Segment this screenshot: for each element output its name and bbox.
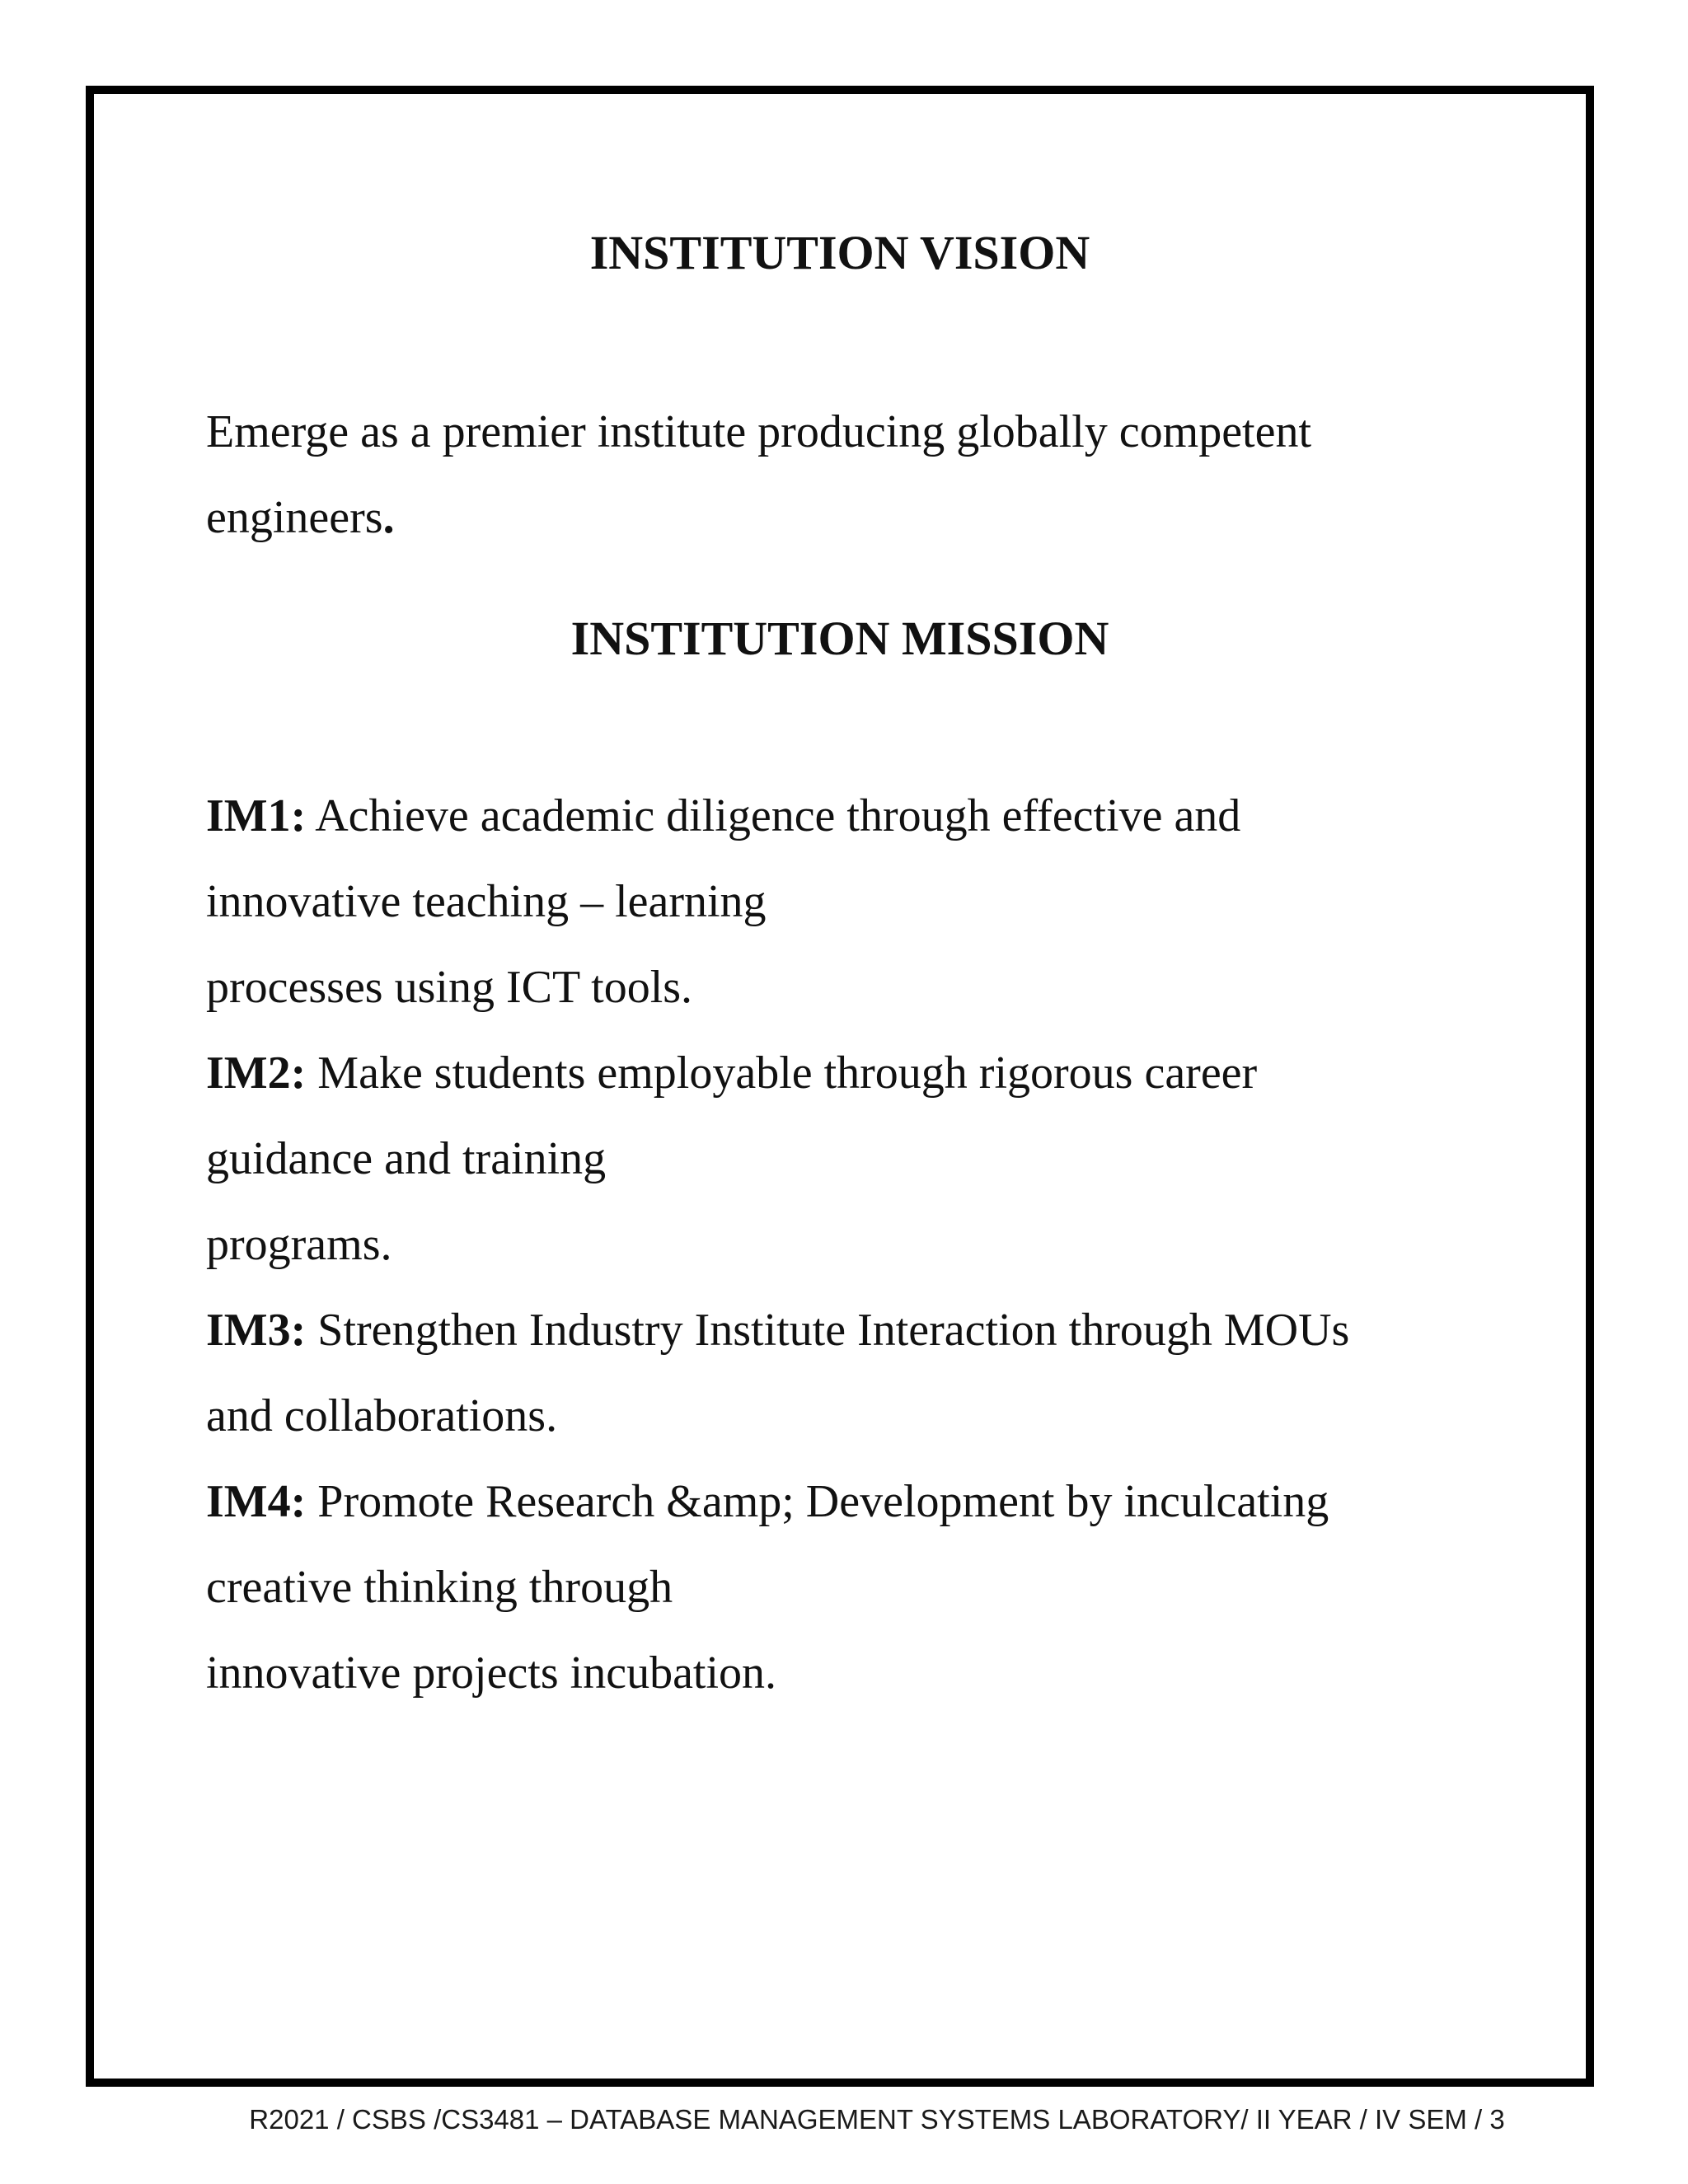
mission-label: IM2: [206, 1047, 307, 1099]
page-border [86, 86, 1594, 2087]
mission-item-im1 [206, 773, 1574, 859]
vision-line: Emerge as a premier institute producing globally competent [206, 406, 1312, 457]
mission-text: Strengthen Industry Institute Interaction through MOUs [306, 1305, 1350, 1356]
mission-text: guidance and training [206, 1133, 607, 1184]
mission-list [206, 773, 1574, 1716]
mission-text: innovative projects incubation. [206, 1647, 777, 1699]
mission-label: IM1: [206, 790, 307, 841]
vision-line-text: engineers [206, 492, 383, 543]
mission-text: Achieve academic diligence through effective and [306, 790, 1241, 841]
mission-item-im3 [206, 1287, 1574, 1373]
mission-text: Promote Research &amp; Development by inculcating [306, 1476, 1329, 1527]
mission-item-im4 [206, 1459, 1574, 1544]
mission-item-im2 [206, 1030, 1574, 1116]
mission-text: innovative teaching – learning [206, 876, 767, 927]
vision-statement [206, 389, 1574, 560]
vision-heading: INSTITUTION VISION [589, 226, 1090, 279]
vision-period: . [382, 492, 395, 543]
page-footer: R2021 / CSBS /CS3481 – DATABASE MANAGEMENT SYSTEMS LABORATORY/ II YEAR / IV SEM / 3 [249, 2104, 1505, 2135]
mission-label: IM4: [206, 1476, 307, 1527]
mission-text: Make students employable through rigorous career [306, 1047, 1258, 1099]
mission-heading: INSTITUTION MISSION [570, 612, 1109, 665]
vision-line [206, 475, 1574, 560]
mission-text: and collaborations. [206, 1390, 558, 1441]
mission-text: processes using ICT tools. [206, 962, 693, 1013]
mission-label: IM3: [206, 1305, 307, 1356]
mission-text: programs. [206, 1219, 392, 1270]
mission-text: creative thinking through [206, 1562, 673, 1613]
